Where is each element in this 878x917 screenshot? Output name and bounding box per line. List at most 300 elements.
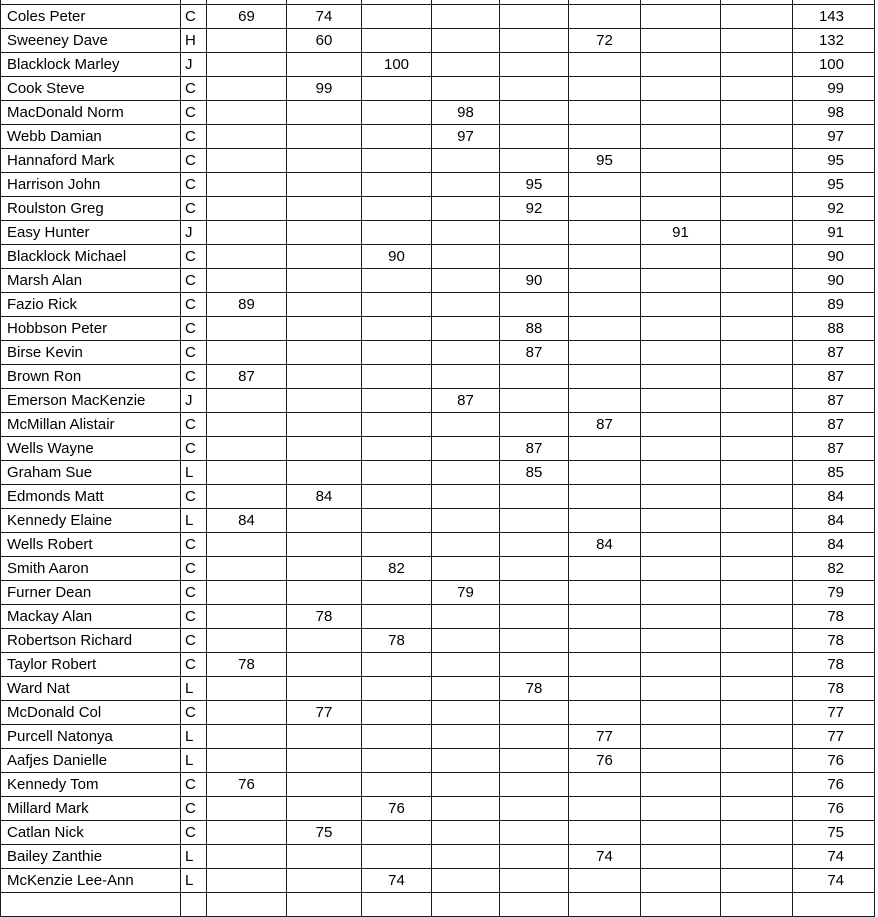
c3-cell[interactable] bbox=[362, 77, 432, 101]
category-cell[interactable]: C bbox=[181, 197, 207, 221]
c3-cell[interactable] bbox=[362, 221, 432, 245]
c8-cell[interactable] bbox=[721, 5, 793, 29]
c8-cell[interactable] bbox=[721, 269, 793, 293]
c6-cell[interactable]: 76 bbox=[569, 749, 641, 773]
c2-cell[interactable]: 74 bbox=[287, 5, 362, 29]
c2-cell[interactable]: 60 bbox=[287, 29, 362, 53]
c8-cell[interactable] bbox=[721, 581, 793, 605]
c5-cell[interactable] bbox=[500, 245, 569, 269]
c1-cell[interactable] bbox=[207, 869, 287, 893]
c1-cell[interactable] bbox=[207, 221, 287, 245]
name-cell[interactable]: Graham Sue bbox=[1, 461, 181, 485]
name-cell[interactable]: Edmonds Matt bbox=[1, 485, 181, 509]
name-cell[interactable]: Aafjes Danielle bbox=[1, 749, 181, 773]
c5-cell[interactable] bbox=[500, 533, 569, 557]
c1-cell[interactable] bbox=[207, 725, 287, 749]
c7-cell[interactable] bbox=[641, 485, 721, 509]
total-cell[interactable]: 76 bbox=[793, 773, 875, 797]
total-cell[interactable]: 78 bbox=[793, 677, 875, 701]
category-cell[interactable]: L bbox=[181, 845, 207, 869]
name-cell[interactable]: Purcell Natonya bbox=[1, 725, 181, 749]
category-cell[interactable]: C bbox=[181, 533, 207, 557]
c4-cell[interactable] bbox=[432, 557, 500, 581]
c6-cell[interactable] bbox=[569, 101, 641, 125]
c1-cell[interactable] bbox=[207, 485, 287, 509]
c7-cell[interactable] bbox=[641, 773, 721, 797]
c8-cell[interactable] bbox=[721, 53, 793, 77]
total-cell[interactable]: 85 bbox=[793, 461, 875, 485]
total-cell[interactable]: 99 bbox=[793, 77, 875, 101]
c6-cell[interactable]: 77 bbox=[569, 725, 641, 749]
total-cell[interactable]: 92 bbox=[793, 197, 875, 221]
name-cell[interactable]: Brown Ron bbox=[1, 365, 181, 389]
total-cell[interactable]: 76 bbox=[793, 797, 875, 821]
c6-cell[interactable]: 84 bbox=[569, 533, 641, 557]
c7-cell[interactable] bbox=[641, 581, 721, 605]
c2-cell[interactable] bbox=[287, 389, 362, 413]
total-cell[interactable]: 76 bbox=[793, 749, 875, 773]
c1-cell[interactable]: 87 bbox=[207, 365, 287, 389]
c1-cell[interactable] bbox=[207, 341, 287, 365]
name-cell[interactable]: Birse Kevin bbox=[1, 341, 181, 365]
c1-cell[interactable]: 78 bbox=[207, 653, 287, 677]
c7-cell[interactable] bbox=[641, 845, 721, 869]
c3-cell[interactable] bbox=[362, 317, 432, 341]
c5-cell[interactable] bbox=[500, 53, 569, 77]
c7-cell[interactable] bbox=[641, 677, 721, 701]
category-cell[interactable]: C bbox=[181, 653, 207, 677]
c2-cell[interactable] bbox=[287, 893, 362, 917]
c4-cell[interactable] bbox=[432, 341, 500, 365]
c8-cell[interactable] bbox=[721, 221, 793, 245]
c1-cell[interactable] bbox=[207, 749, 287, 773]
c2-cell[interactable] bbox=[287, 341, 362, 365]
c7-cell[interactable] bbox=[641, 5, 721, 29]
c8-cell[interactable] bbox=[721, 125, 793, 149]
c1-cell[interactable] bbox=[207, 629, 287, 653]
c3-cell[interactable]: 78 bbox=[362, 629, 432, 653]
c3-cell[interactable] bbox=[362, 149, 432, 173]
c7-cell[interactable] bbox=[641, 293, 721, 317]
name-cell[interactable]: McMillan Alistair bbox=[1, 413, 181, 437]
c3-cell[interactable] bbox=[362, 773, 432, 797]
name-cell[interactable]: MacDonald Norm bbox=[1, 101, 181, 125]
c3-cell[interactable]: 82 bbox=[362, 557, 432, 581]
c7-cell[interactable] bbox=[641, 797, 721, 821]
c2-cell[interactable] bbox=[287, 149, 362, 173]
c3-cell[interactable] bbox=[362, 29, 432, 53]
c5-cell[interactable]: 90 bbox=[500, 269, 569, 293]
c5-cell[interactable] bbox=[500, 893, 569, 917]
c8-cell[interactable] bbox=[721, 797, 793, 821]
total-cell[interactable]: 98 bbox=[793, 101, 875, 125]
c5-cell[interactable] bbox=[500, 581, 569, 605]
category-cell[interactable]: C bbox=[181, 701, 207, 725]
category-cell[interactable]: C bbox=[181, 5, 207, 29]
total-cell[interactable]: 89 bbox=[793, 293, 875, 317]
c6-cell[interactable]: 87 bbox=[569, 413, 641, 437]
c1-cell[interactable] bbox=[207, 245, 287, 269]
c6-cell[interactable] bbox=[569, 245, 641, 269]
c3-cell[interactable] bbox=[362, 341, 432, 365]
c7-cell[interactable] bbox=[641, 365, 721, 389]
c7-cell[interactable] bbox=[641, 341, 721, 365]
c1-cell[interactable]: 84 bbox=[207, 509, 287, 533]
name-cell[interactable]: Emerson MacKenzie bbox=[1, 389, 181, 413]
c2-cell[interactable] bbox=[287, 365, 362, 389]
c3-cell[interactable] bbox=[362, 461, 432, 485]
c7-cell[interactable] bbox=[641, 173, 721, 197]
c4-cell[interactable] bbox=[432, 197, 500, 221]
category-cell[interactable]: C bbox=[181, 125, 207, 149]
total-cell[interactable]: 88 bbox=[793, 317, 875, 341]
c2-cell[interactable] bbox=[287, 101, 362, 125]
c6-cell[interactable] bbox=[569, 893, 641, 917]
name-cell[interactable]: Marsh Alan bbox=[1, 269, 181, 293]
c5-cell[interactable] bbox=[500, 869, 569, 893]
c1-cell[interactable] bbox=[207, 29, 287, 53]
name-cell[interactable]: Taylor Robert bbox=[1, 653, 181, 677]
name-cell[interactable]: Ward Nat bbox=[1, 677, 181, 701]
total-cell[interactable]: 91 bbox=[793, 221, 875, 245]
c8-cell[interactable] bbox=[721, 365, 793, 389]
c8-cell[interactable] bbox=[721, 845, 793, 869]
c8-cell[interactable] bbox=[721, 749, 793, 773]
c2-cell[interactable] bbox=[287, 125, 362, 149]
c5-cell[interactable] bbox=[500, 29, 569, 53]
category-cell[interactable]: J bbox=[181, 53, 207, 77]
c5-cell[interactable] bbox=[500, 557, 569, 581]
c3-cell[interactable] bbox=[362, 365, 432, 389]
c2-cell[interactable] bbox=[287, 437, 362, 461]
c2-cell[interactable] bbox=[287, 53, 362, 77]
c6-cell[interactable] bbox=[569, 389, 641, 413]
c3-cell[interactable] bbox=[362, 293, 432, 317]
c2-cell[interactable] bbox=[287, 629, 362, 653]
c7-cell[interactable] bbox=[641, 893, 721, 917]
total-cell[interactable]: 77 bbox=[793, 701, 875, 725]
name-cell[interactable]: Wells Wayne bbox=[1, 437, 181, 461]
c3-cell[interactable] bbox=[362, 389, 432, 413]
category-cell[interactable]: C bbox=[181, 269, 207, 293]
name-cell[interactable]: Easy Hunter bbox=[1, 221, 181, 245]
c3-cell[interactable] bbox=[362, 197, 432, 221]
name-cell[interactable]: McKenzie Lee-Ann bbox=[1, 869, 181, 893]
category-cell[interactable]: C bbox=[181, 485, 207, 509]
c5-cell[interactable] bbox=[500, 701, 569, 725]
c3-cell[interactable] bbox=[362, 653, 432, 677]
c7-cell[interactable] bbox=[641, 653, 721, 677]
c5-cell[interactable] bbox=[500, 509, 569, 533]
name-cell[interactable]: Hannaford Mark bbox=[1, 149, 181, 173]
c5-cell[interactable]: 92 bbox=[500, 197, 569, 221]
total-cell[interactable]: 95 bbox=[793, 149, 875, 173]
name-cell[interactable]: Blacklock Michael bbox=[1, 245, 181, 269]
c8-cell[interactable] bbox=[721, 293, 793, 317]
c7-cell[interactable] bbox=[641, 725, 721, 749]
c6-cell[interactable] bbox=[569, 509, 641, 533]
category-cell[interactable]: J bbox=[181, 221, 207, 245]
category-cell[interactable]: C bbox=[181, 413, 207, 437]
c6-cell[interactable] bbox=[569, 869, 641, 893]
c1-cell[interactable] bbox=[207, 173, 287, 197]
c5-cell[interactable] bbox=[500, 365, 569, 389]
c4-cell[interactable] bbox=[432, 365, 500, 389]
category-cell[interactable]: L bbox=[181, 725, 207, 749]
c2-cell[interactable] bbox=[287, 749, 362, 773]
category-cell[interactable]: C bbox=[181, 557, 207, 581]
category-cell[interactable]: C bbox=[181, 341, 207, 365]
c4-cell[interactable] bbox=[432, 245, 500, 269]
c2-cell[interactable] bbox=[287, 197, 362, 221]
c5-cell[interactable] bbox=[500, 101, 569, 125]
c8-cell[interactable] bbox=[721, 605, 793, 629]
c4-cell[interactable] bbox=[432, 797, 500, 821]
c2-cell[interactable] bbox=[287, 845, 362, 869]
c8-cell[interactable] bbox=[721, 557, 793, 581]
c3-cell[interactable] bbox=[362, 437, 432, 461]
category-cell[interactable]: C bbox=[181, 821, 207, 845]
c2-cell[interactable] bbox=[287, 773, 362, 797]
c5-cell[interactable] bbox=[500, 125, 569, 149]
total-cell[interactable]: 84 bbox=[793, 509, 875, 533]
c4-cell[interactable] bbox=[432, 485, 500, 509]
category-cell[interactable]: C bbox=[181, 101, 207, 125]
c4-cell[interactable] bbox=[432, 77, 500, 101]
c6-cell[interactable] bbox=[569, 581, 641, 605]
c5-cell[interactable] bbox=[500, 77, 569, 101]
c8-cell[interactable] bbox=[721, 869, 793, 893]
c6-cell[interactable]: 74 bbox=[569, 845, 641, 869]
c4-cell[interactable] bbox=[432, 869, 500, 893]
c6-cell[interactable] bbox=[569, 605, 641, 629]
c8-cell[interactable] bbox=[721, 509, 793, 533]
c2-cell[interactable]: 77 bbox=[287, 701, 362, 725]
c1-cell[interactable] bbox=[207, 605, 287, 629]
category-cell[interactable]: L bbox=[181, 869, 207, 893]
c3-cell[interactable] bbox=[362, 725, 432, 749]
category-cell[interactable]: C bbox=[181, 317, 207, 341]
c1-cell[interactable] bbox=[207, 149, 287, 173]
c1-cell[interactable] bbox=[207, 77, 287, 101]
name-cell[interactable]: Sweeney Dave bbox=[1, 29, 181, 53]
c7-cell[interactable] bbox=[641, 197, 721, 221]
c6-cell[interactable] bbox=[569, 629, 641, 653]
name-cell[interactable]: Smith Aaron bbox=[1, 557, 181, 581]
c1-cell[interactable] bbox=[207, 893, 287, 917]
c6-cell[interactable] bbox=[569, 125, 641, 149]
name-cell[interactable] bbox=[1, 893, 181, 917]
c8-cell[interactable] bbox=[721, 149, 793, 173]
c5-cell[interactable] bbox=[500, 221, 569, 245]
c4-cell[interactable] bbox=[432, 53, 500, 77]
total-cell[interactable]: 87 bbox=[793, 365, 875, 389]
total-cell[interactable]: 84 bbox=[793, 485, 875, 509]
c7-cell[interactable] bbox=[641, 101, 721, 125]
c6-cell[interactable] bbox=[569, 485, 641, 509]
c1-cell[interactable] bbox=[207, 557, 287, 581]
c5-cell[interactable]: 85 bbox=[500, 461, 569, 485]
category-cell[interactable]: C bbox=[181, 437, 207, 461]
c5-cell[interactable] bbox=[500, 5, 569, 29]
c7-cell[interactable] bbox=[641, 701, 721, 725]
c7-cell[interactable] bbox=[641, 605, 721, 629]
c2-cell[interactable] bbox=[287, 293, 362, 317]
c4-cell[interactable] bbox=[432, 149, 500, 173]
c5-cell[interactable] bbox=[500, 389, 569, 413]
c5-cell[interactable] bbox=[500, 413, 569, 437]
c6-cell[interactable] bbox=[569, 269, 641, 293]
c4-cell[interactable] bbox=[432, 293, 500, 317]
c5-cell[interactable] bbox=[500, 725, 569, 749]
name-cell[interactable]: Catlan Nick bbox=[1, 821, 181, 845]
name-cell[interactable]: Webb Damian bbox=[1, 125, 181, 149]
c2-cell[interactable] bbox=[287, 725, 362, 749]
name-cell[interactable]: Mackay Alan bbox=[1, 605, 181, 629]
c4-cell[interactable] bbox=[432, 821, 500, 845]
c8-cell[interactable] bbox=[721, 725, 793, 749]
c3-cell[interactable]: 74 bbox=[362, 869, 432, 893]
c8-cell[interactable] bbox=[721, 389, 793, 413]
c4-cell[interactable] bbox=[432, 221, 500, 245]
c1-cell[interactable] bbox=[207, 269, 287, 293]
c6-cell[interactable] bbox=[569, 197, 641, 221]
c2-cell[interactable] bbox=[287, 557, 362, 581]
c8-cell[interactable] bbox=[721, 413, 793, 437]
name-cell[interactable]: Hobbson Peter bbox=[1, 317, 181, 341]
c2-cell[interactable] bbox=[287, 677, 362, 701]
total-cell[interactable]: 78 bbox=[793, 653, 875, 677]
c8-cell[interactable] bbox=[721, 893, 793, 917]
c8-cell[interactable] bbox=[721, 653, 793, 677]
name-cell[interactable]: McDonald Col bbox=[1, 701, 181, 725]
c7-cell[interactable] bbox=[641, 317, 721, 341]
c5-cell[interactable] bbox=[500, 653, 569, 677]
c3-cell[interactable] bbox=[362, 533, 432, 557]
total-cell[interactable]: 87 bbox=[793, 389, 875, 413]
c8-cell[interactable] bbox=[721, 29, 793, 53]
c1-cell[interactable] bbox=[207, 197, 287, 221]
category-cell[interactable]: C bbox=[181, 173, 207, 197]
total-cell[interactable] bbox=[793, 893, 875, 917]
c4-cell[interactable] bbox=[432, 653, 500, 677]
c3-cell[interactable] bbox=[362, 845, 432, 869]
c3-cell[interactable] bbox=[362, 485, 432, 509]
c1-cell[interactable] bbox=[207, 413, 287, 437]
c8-cell[interactable] bbox=[721, 77, 793, 101]
total-cell[interactable]: 87 bbox=[793, 437, 875, 461]
category-cell[interactable]: C bbox=[181, 365, 207, 389]
c2-cell[interactable] bbox=[287, 173, 362, 197]
c5-cell[interactable] bbox=[500, 149, 569, 173]
total-cell[interactable]: 74 bbox=[793, 869, 875, 893]
c7-cell[interactable] bbox=[641, 269, 721, 293]
c4-cell[interactable] bbox=[432, 677, 500, 701]
c4-cell[interactable]: 79 bbox=[432, 581, 500, 605]
c5-cell[interactable] bbox=[500, 293, 569, 317]
c1-cell[interactable]: 69 bbox=[207, 5, 287, 29]
c8-cell[interactable] bbox=[721, 245, 793, 269]
category-cell[interactable]: C bbox=[181, 773, 207, 797]
category-cell[interactable]: C bbox=[181, 149, 207, 173]
c7-cell[interactable] bbox=[641, 437, 721, 461]
c2-cell[interactable]: 75 bbox=[287, 821, 362, 845]
c7-cell[interactable] bbox=[641, 389, 721, 413]
total-cell[interactable]: 143 bbox=[793, 5, 875, 29]
c2-cell[interactable] bbox=[287, 533, 362, 557]
c5-cell[interactable]: 87 bbox=[500, 437, 569, 461]
c3-cell[interactable] bbox=[362, 821, 432, 845]
c8-cell[interactable] bbox=[721, 101, 793, 125]
name-cell[interactable]: Wells Robert bbox=[1, 533, 181, 557]
total-cell[interactable]: 84 bbox=[793, 533, 875, 557]
c4-cell[interactable] bbox=[432, 749, 500, 773]
c6-cell[interactable] bbox=[569, 701, 641, 725]
c1-cell[interactable] bbox=[207, 101, 287, 125]
c7-cell[interactable] bbox=[641, 533, 721, 557]
c8-cell[interactable] bbox=[721, 461, 793, 485]
total-cell[interactable]: 78 bbox=[793, 629, 875, 653]
c1-cell[interactable] bbox=[207, 437, 287, 461]
c3-cell[interactable]: 76 bbox=[362, 797, 432, 821]
total-cell[interactable]: 87 bbox=[793, 413, 875, 437]
name-cell[interactable]: Blacklock Marley bbox=[1, 53, 181, 77]
c5-cell[interactable] bbox=[500, 773, 569, 797]
c2-cell[interactable]: 99 bbox=[287, 77, 362, 101]
c1-cell[interactable] bbox=[207, 821, 287, 845]
c8-cell[interactable] bbox=[721, 677, 793, 701]
c7-cell[interactable] bbox=[641, 53, 721, 77]
c3-cell[interactable] bbox=[362, 581, 432, 605]
c7-cell[interactable] bbox=[641, 77, 721, 101]
c1-cell[interactable] bbox=[207, 797, 287, 821]
c8-cell[interactable] bbox=[721, 197, 793, 221]
c4-cell[interactable]: 97 bbox=[432, 125, 500, 149]
c6-cell[interactable] bbox=[569, 773, 641, 797]
c3-cell[interactable] bbox=[362, 173, 432, 197]
total-cell[interactable]: 75 bbox=[793, 821, 875, 845]
total-cell[interactable]: 82 bbox=[793, 557, 875, 581]
c1-cell[interactable] bbox=[207, 125, 287, 149]
c6-cell[interactable] bbox=[569, 317, 641, 341]
c4-cell[interactable] bbox=[432, 269, 500, 293]
category-cell[interactable]: C bbox=[181, 797, 207, 821]
total-cell[interactable]: 78 bbox=[793, 605, 875, 629]
category-cell[interactable]: C bbox=[181, 77, 207, 101]
c3-cell[interactable] bbox=[362, 893, 432, 917]
c7-cell[interactable] bbox=[641, 869, 721, 893]
c6-cell[interactable] bbox=[569, 221, 641, 245]
name-cell[interactable]: Millard Mark bbox=[1, 797, 181, 821]
c6-cell[interactable] bbox=[569, 677, 641, 701]
c1-cell[interactable] bbox=[207, 389, 287, 413]
name-cell[interactable]: Bailey Zanthie bbox=[1, 845, 181, 869]
c2-cell[interactable] bbox=[287, 317, 362, 341]
c2-cell[interactable] bbox=[287, 869, 362, 893]
c4-cell[interactable] bbox=[432, 413, 500, 437]
c4-cell[interactable] bbox=[432, 509, 500, 533]
total-cell[interactable]: 90 bbox=[793, 269, 875, 293]
c6-cell[interactable] bbox=[569, 53, 641, 77]
c8-cell[interactable] bbox=[721, 773, 793, 797]
total-cell[interactable]: 97 bbox=[793, 125, 875, 149]
name-cell[interactable]: Fazio Rick bbox=[1, 293, 181, 317]
c6-cell[interactable] bbox=[569, 341, 641, 365]
c3-cell[interactable]: 90 bbox=[362, 245, 432, 269]
c1-cell[interactable] bbox=[207, 677, 287, 701]
c8-cell[interactable] bbox=[721, 533, 793, 557]
c3-cell[interactable] bbox=[362, 269, 432, 293]
